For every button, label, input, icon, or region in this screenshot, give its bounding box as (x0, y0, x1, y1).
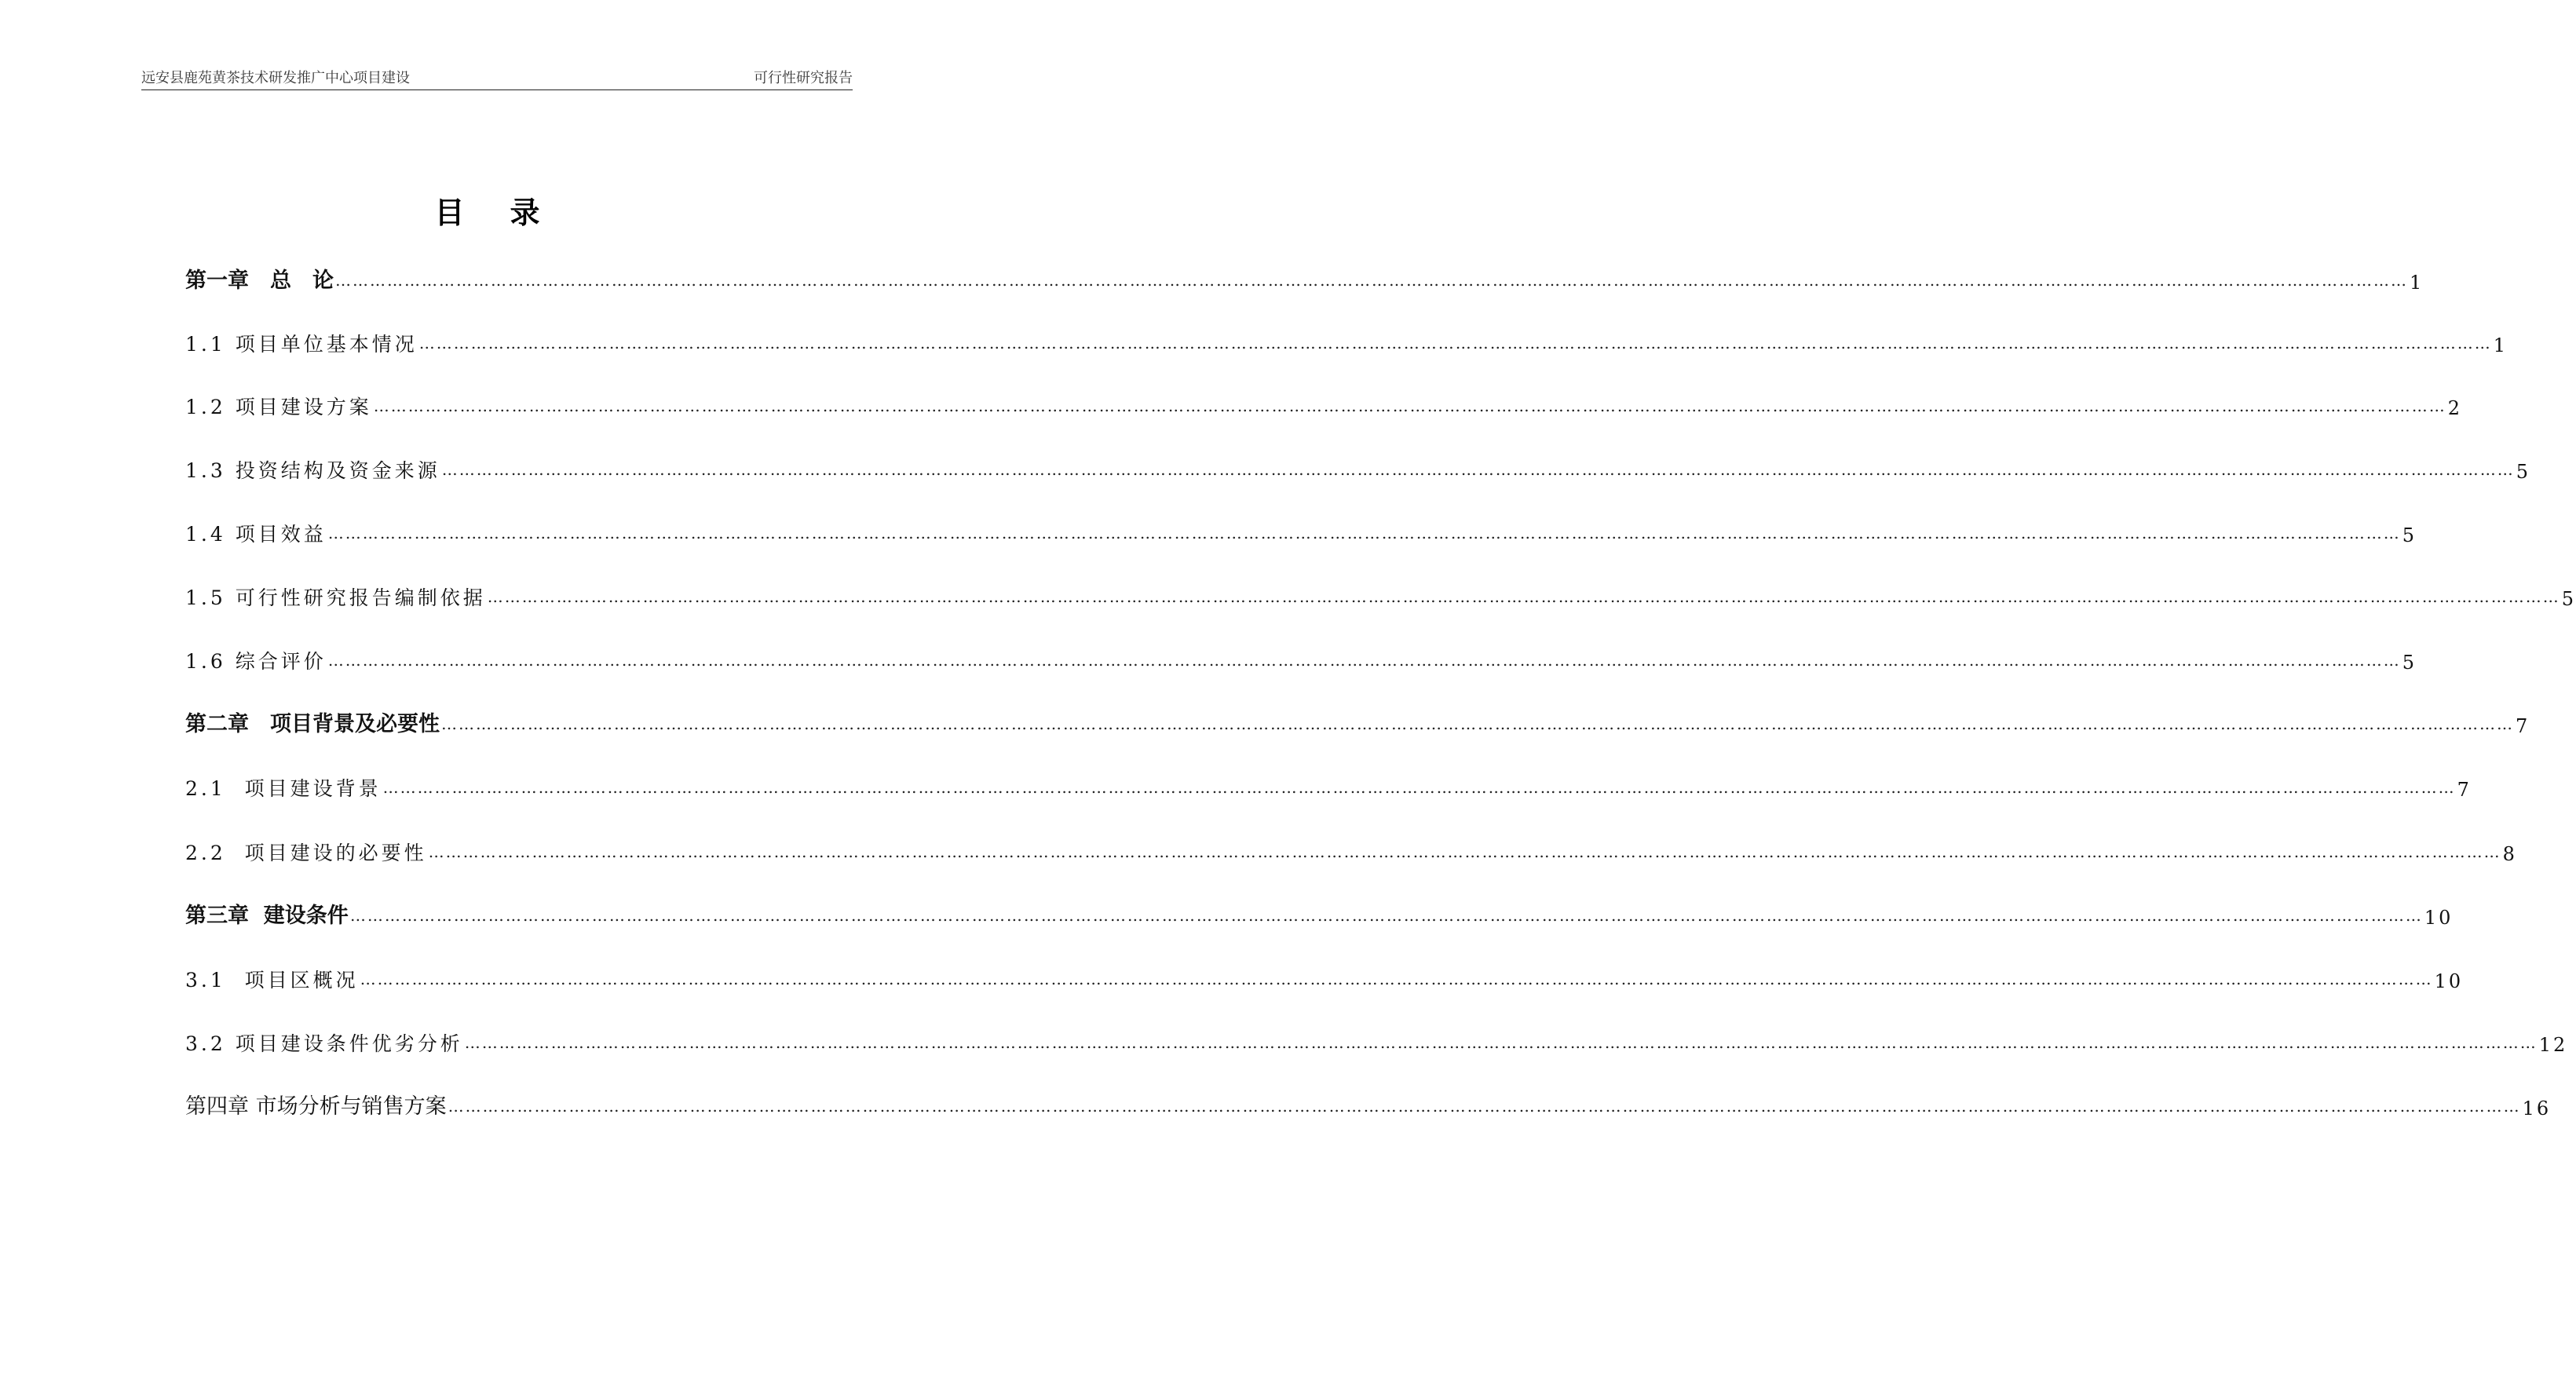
toc-entry[interactable] (185, 579, 2576, 611)
toc-entry-label: 1.6 综合评价 (185, 650, 327, 673)
toc-entry[interactable] (185, 389, 2462, 420)
toc-entry-page-number: 10 (2434, 970, 2464, 992)
toc-dot-leader: ……………………………………………………………………………………………………………………………………………………………………………………………………………………………………………………………………………………………………………………………… (373, 396, 2446, 415)
toc-entry-label: 3.2 项目建设条件优劣分析 (185, 1032, 463, 1055)
toc-dot-leader: ……………………………………………………………………………………………………………………………………………………………………………………………………………………………………………………………………………………………………………………………… (327, 524, 2401, 542)
toc-entry-label: 1.3 投资结构及资金来源 (185, 459, 440, 482)
toc-entry-page-number: 5 (2402, 524, 2417, 546)
toc-entry-page-number: 7 (2516, 715, 2530, 737)
toc-entry[interactable] (185, 835, 2517, 866)
toc-entry-page-number: 5 (2516, 461, 2530, 483)
toc-dot-leader: ……………………………………………………………………………………………………………………………………………………………………………………………………………………………………………………………………………………………………………………………… (464, 1033, 2538, 1052)
toc-dot-leader: ……………………………………………………………………………………………………………………………………………………………………………………………………………………………………………………………………………………………………………………………… (418, 334, 2492, 352)
toc-entry-page-number: 5 (2402, 652, 2417, 674)
toc-entry-page-number: 12 (2538, 1034, 2568, 1056)
toc-entry[interactable] (185, 326, 2508, 357)
toc-dot-leader: ……………………………………………………………………………………………………………………………………………………………………………………………………………………………………………………………………………………………………………………………… (428, 842, 2501, 861)
toc-entry-page-number: 7 (2457, 779, 2472, 801)
toc-entry-label: 1.4 项目效益 (185, 523, 327, 546)
toc-entry[interactable] (185, 263, 2424, 294)
toc-dot-leader: ……………………………………………………………………………………………………………………………………………………………………………………………………………………………………………………………………………………………………………………………… (360, 970, 2433, 988)
toc-dot-leader: ……………………………………………………………………………………………………………………………………………………………………………………………………………………………………………………………………………………………………………………………… (448, 1097, 2521, 1116)
toc-entry-label: 1.1 项目单位基本情况 (185, 333, 418, 356)
toc-dot-leader: ……………………………………………………………………………………………………………………………………………………………………………………………………………………………………………………………………………………………………………………………… (327, 651, 2401, 670)
toc-entry[interactable] (185, 1025, 2568, 1057)
toc-entry[interactable] (185, 898, 2454, 930)
toc-dot-leader: ……………………………………………………………………………………………………………………………………………………………………………………………………………………………………………………………………………………………………………………………… (441, 460, 2515, 479)
toc-entry-page-number: 8 (2502, 843, 2517, 865)
header-report-type: 可行性研究报告 (754, 70, 853, 86)
toc-dot-leader: ……………………………………………………………………………………………………………………………………………………………………………………………………………………………………………………………………………………………………………………………… (349, 906, 2423, 925)
toc-entry-page-number: 1 (2493, 334, 2508, 356)
toc-dot-leader: ……………………………………………………………………………………………………………………………………………………………………………………………………………………………………………………………………………………………………………………………… (335, 271, 2408, 290)
toc-entry[interactable] (185, 707, 2530, 738)
toc-entry-label: 第一章 总 论 (185, 268, 334, 293)
toc-entry-label: 1.2 项目建设方案 (185, 396, 372, 418)
toc-entry-label: 1.5 可行性研究报告编制依据 (185, 586, 486, 609)
toc-entry-page-number: 5 (2561, 588, 2576, 610)
toc-dot-leader: ……………………………………………………………………………………………………………………………………………………………………………………………………………………………………………………………………………………………………………………………… (382, 778, 2456, 797)
toc-entry-page-number: 1 (2410, 272, 2424, 294)
toc-title: 目录 (434, 195, 586, 230)
toc-entry-label: 第三章 建设条件 (185, 904, 349, 928)
toc-entry[interactable] (185, 770, 2472, 802)
toc-entry-page-number: 10 (2424, 907, 2454, 929)
page-header (141, 68, 853, 90)
toc-entry[interactable] (185, 516, 2417, 547)
toc-entry-label: 第二章 项目背景及必要性 (185, 712, 440, 736)
toc-entry-page-number: 2 (2447, 397, 2462, 419)
toc-dot-leader: ……………………………………………………………………………………………………………………………………………………………………………………………………………………………………………………………………………………………………………………………… (441, 714, 2514, 733)
header-project-name: 远安县鹿苑黄茶技术研发推广中心项目建设 (141, 70, 410, 86)
toc-entry[interactable] (185, 962, 2464, 993)
toc-dot-leader: ……………………………………………………………………………………………………………………………………………………………………………………………………………………………………………………………………………………………………………………………… (487, 587, 2560, 606)
toc-entry-label: 3.1 项目区概况 (185, 969, 359, 992)
toc-entry[interactable] (185, 452, 2530, 484)
toc-entry[interactable] (185, 643, 2417, 674)
toc-entry-label: 2.2 项目建设的必要性 (185, 842, 427, 864)
toc-entry[interactable] (185, 1089, 2552, 1120)
toc-entry-label: 第四章 市场分析与销售方案 (185, 1094, 447, 1119)
toc-entry-page-number: 16 (2522, 1098, 2552, 1119)
toc-entry-label: 2.1 项目建设背景 (185, 777, 382, 800)
